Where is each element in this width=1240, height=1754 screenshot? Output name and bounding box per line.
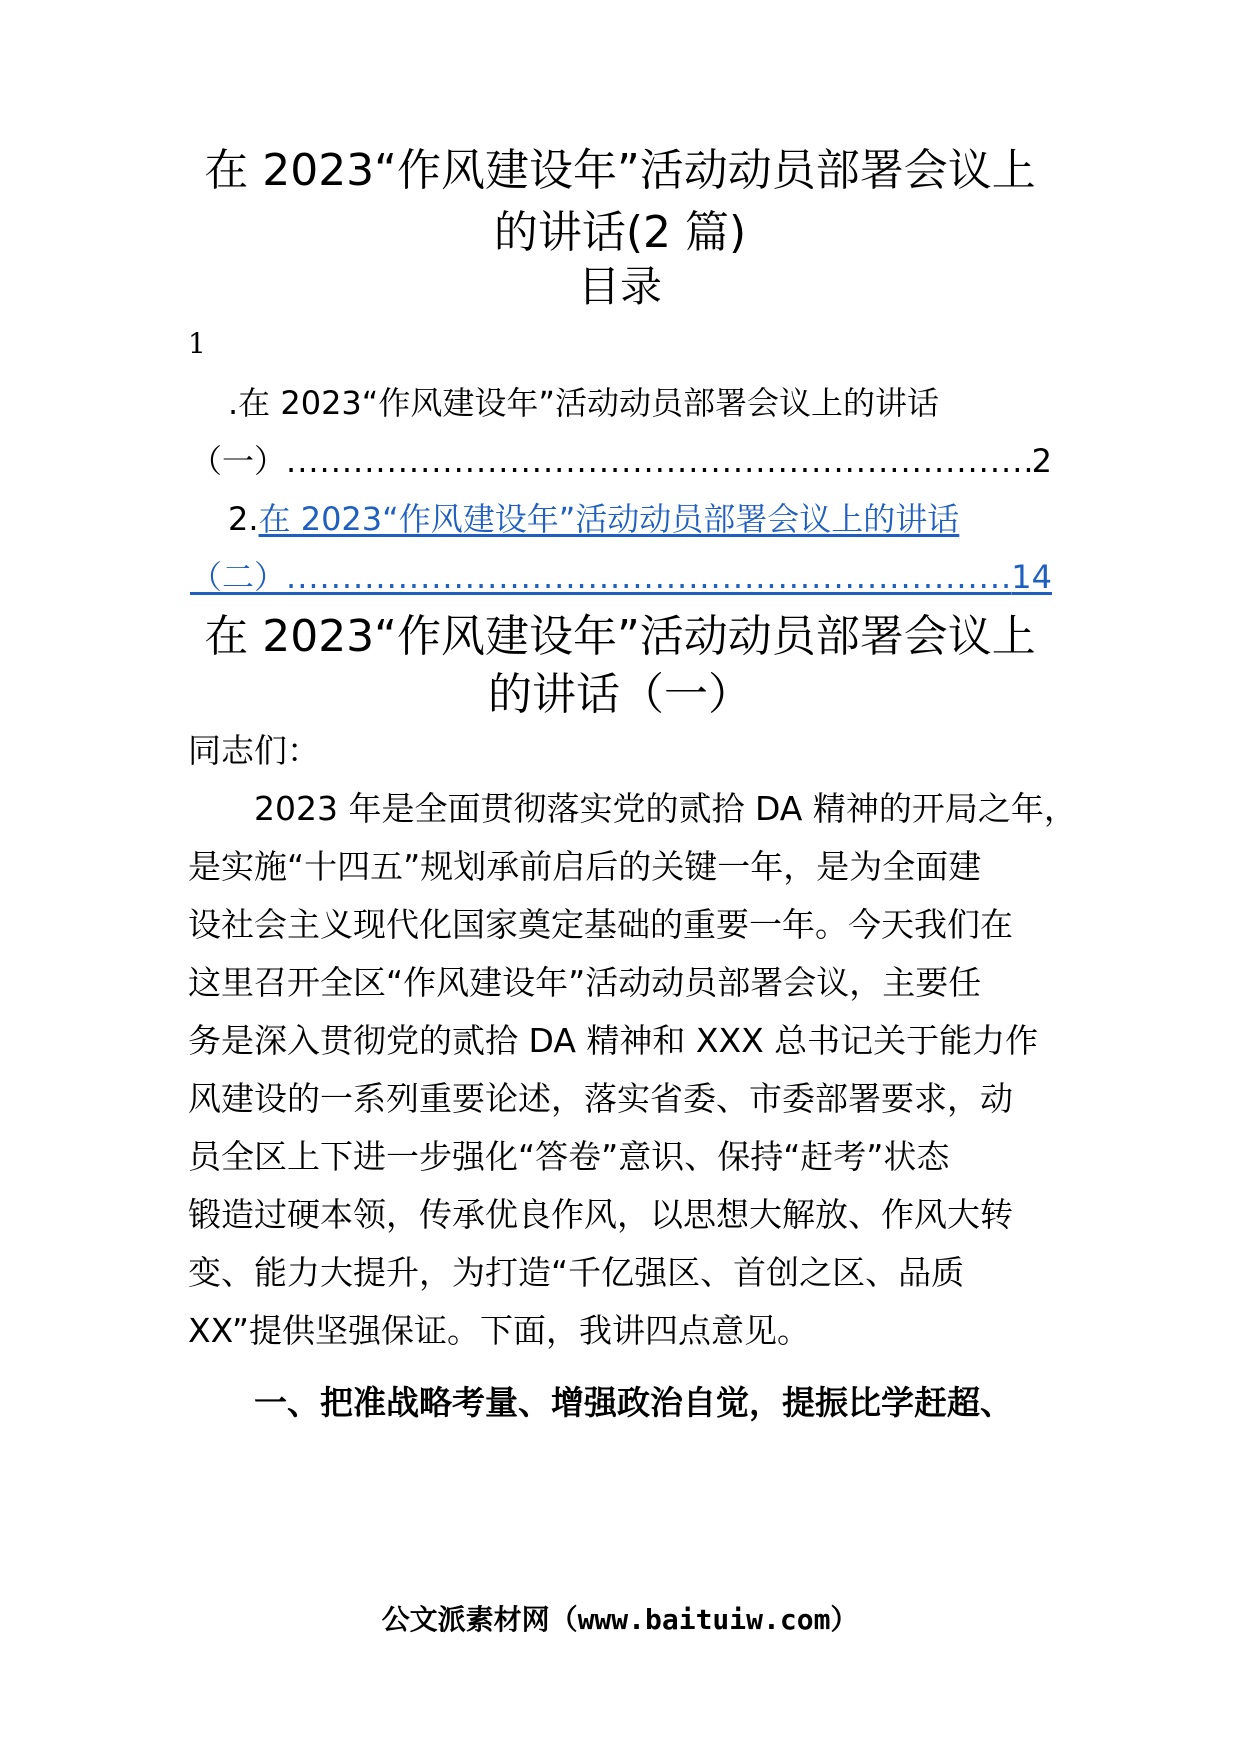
- paragraph-line: 务是深入贯彻党的贰拾 DA 精神和 XXX 总书记关于能力作: [188, 1021, 1039, 1060]
- document-title-line2: 的讲话(2 篇): [493, 207, 747, 258]
- salutation: 同志们：: [188, 731, 320, 770]
- paragraph-line: 变、能力大提升，为打造“千亿强区、首创之区、品质: [188, 1253, 965, 1292]
- toc-item-2-link[interactable]: 在 2023“作风建设年”活动动员部署会议上的讲话: [258, 500, 960, 538]
- toc-item-1-page: 2: [1031, 442, 1052, 480]
- toc-item-1-title[interactable]: .在 2023“作风建设年”活动动员部署会议上的讲话: [228, 384, 939, 422]
- paragraph-line: 这里召开全区“作风建设年”活动动员部署会议，主要任: [188, 963, 982, 1002]
- paragraph-line: 员全区上下进一步强化“答卷”意识、保持“赶考”状态: [188, 1137, 950, 1176]
- document-title-line1: 在 2023“作风建设年”活动动员部署会议上: [204, 145, 1036, 196]
- paragraph-line: 2023 年是全面贯彻落实党的贰拾 DA 精神的开局之年，: [254, 789, 1077, 828]
- toc-item-1-label: （一）: [190, 442, 287, 480]
- toc-title: 目录: [577, 262, 662, 311]
- toc-number: 1: [188, 327, 206, 360]
- section-title-line1: 在 2023“作风建设年”活动动员部署会议上: [204, 611, 1036, 662]
- paragraph-line: 设社会主义现代化国家奠定基础的重要一年。今天我们在: [188, 905, 1013, 944]
- footer-watermark: 公文派素材网（www.baituiw.com）: [381, 1603, 859, 1636]
- toc-item-2-page: 14: [1011, 558, 1052, 596]
- paragraph-line: 风建设的一系列重要论述，落实省委、市委部署要求，动: [188, 1079, 1013, 1118]
- toc-item-1-leader: [286, 438, 1032, 484]
- section-title-line2: 的讲话（一）: [488, 669, 752, 720]
- toc-item-1-entry[interactable]: [190, 438, 1052, 484]
- section-heading-1: 一、把准战略考量、增强政治自觉，提振比学赶超、: [254, 1383, 1013, 1422]
- toc-item-2-prefix: 2.: [228, 500, 259, 538]
- toc-item-2-title[interactable]: [228, 496, 959, 542]
- paragraph-line: 锻造过硬本领，传承优良作风，以思想大解放、作风大转: [188, 1195, 1013, 1234]
- paragraph-line: 是实施“十四五”规划承前启后的关键一年，是为全面建: [188, 847, 982, 886]
- paragraph-line: XX”提供坚强保证。下面，我讲四点意见。: [188, 1311, 810, 1350]
- toc-item-2-leader: [286, 554, 1011, 600]
- toc-item-2-label: （二）: [190, 558, 287, 596]
- toc-item-2-entry[interactable]: [190, 554, 1052, 600]
